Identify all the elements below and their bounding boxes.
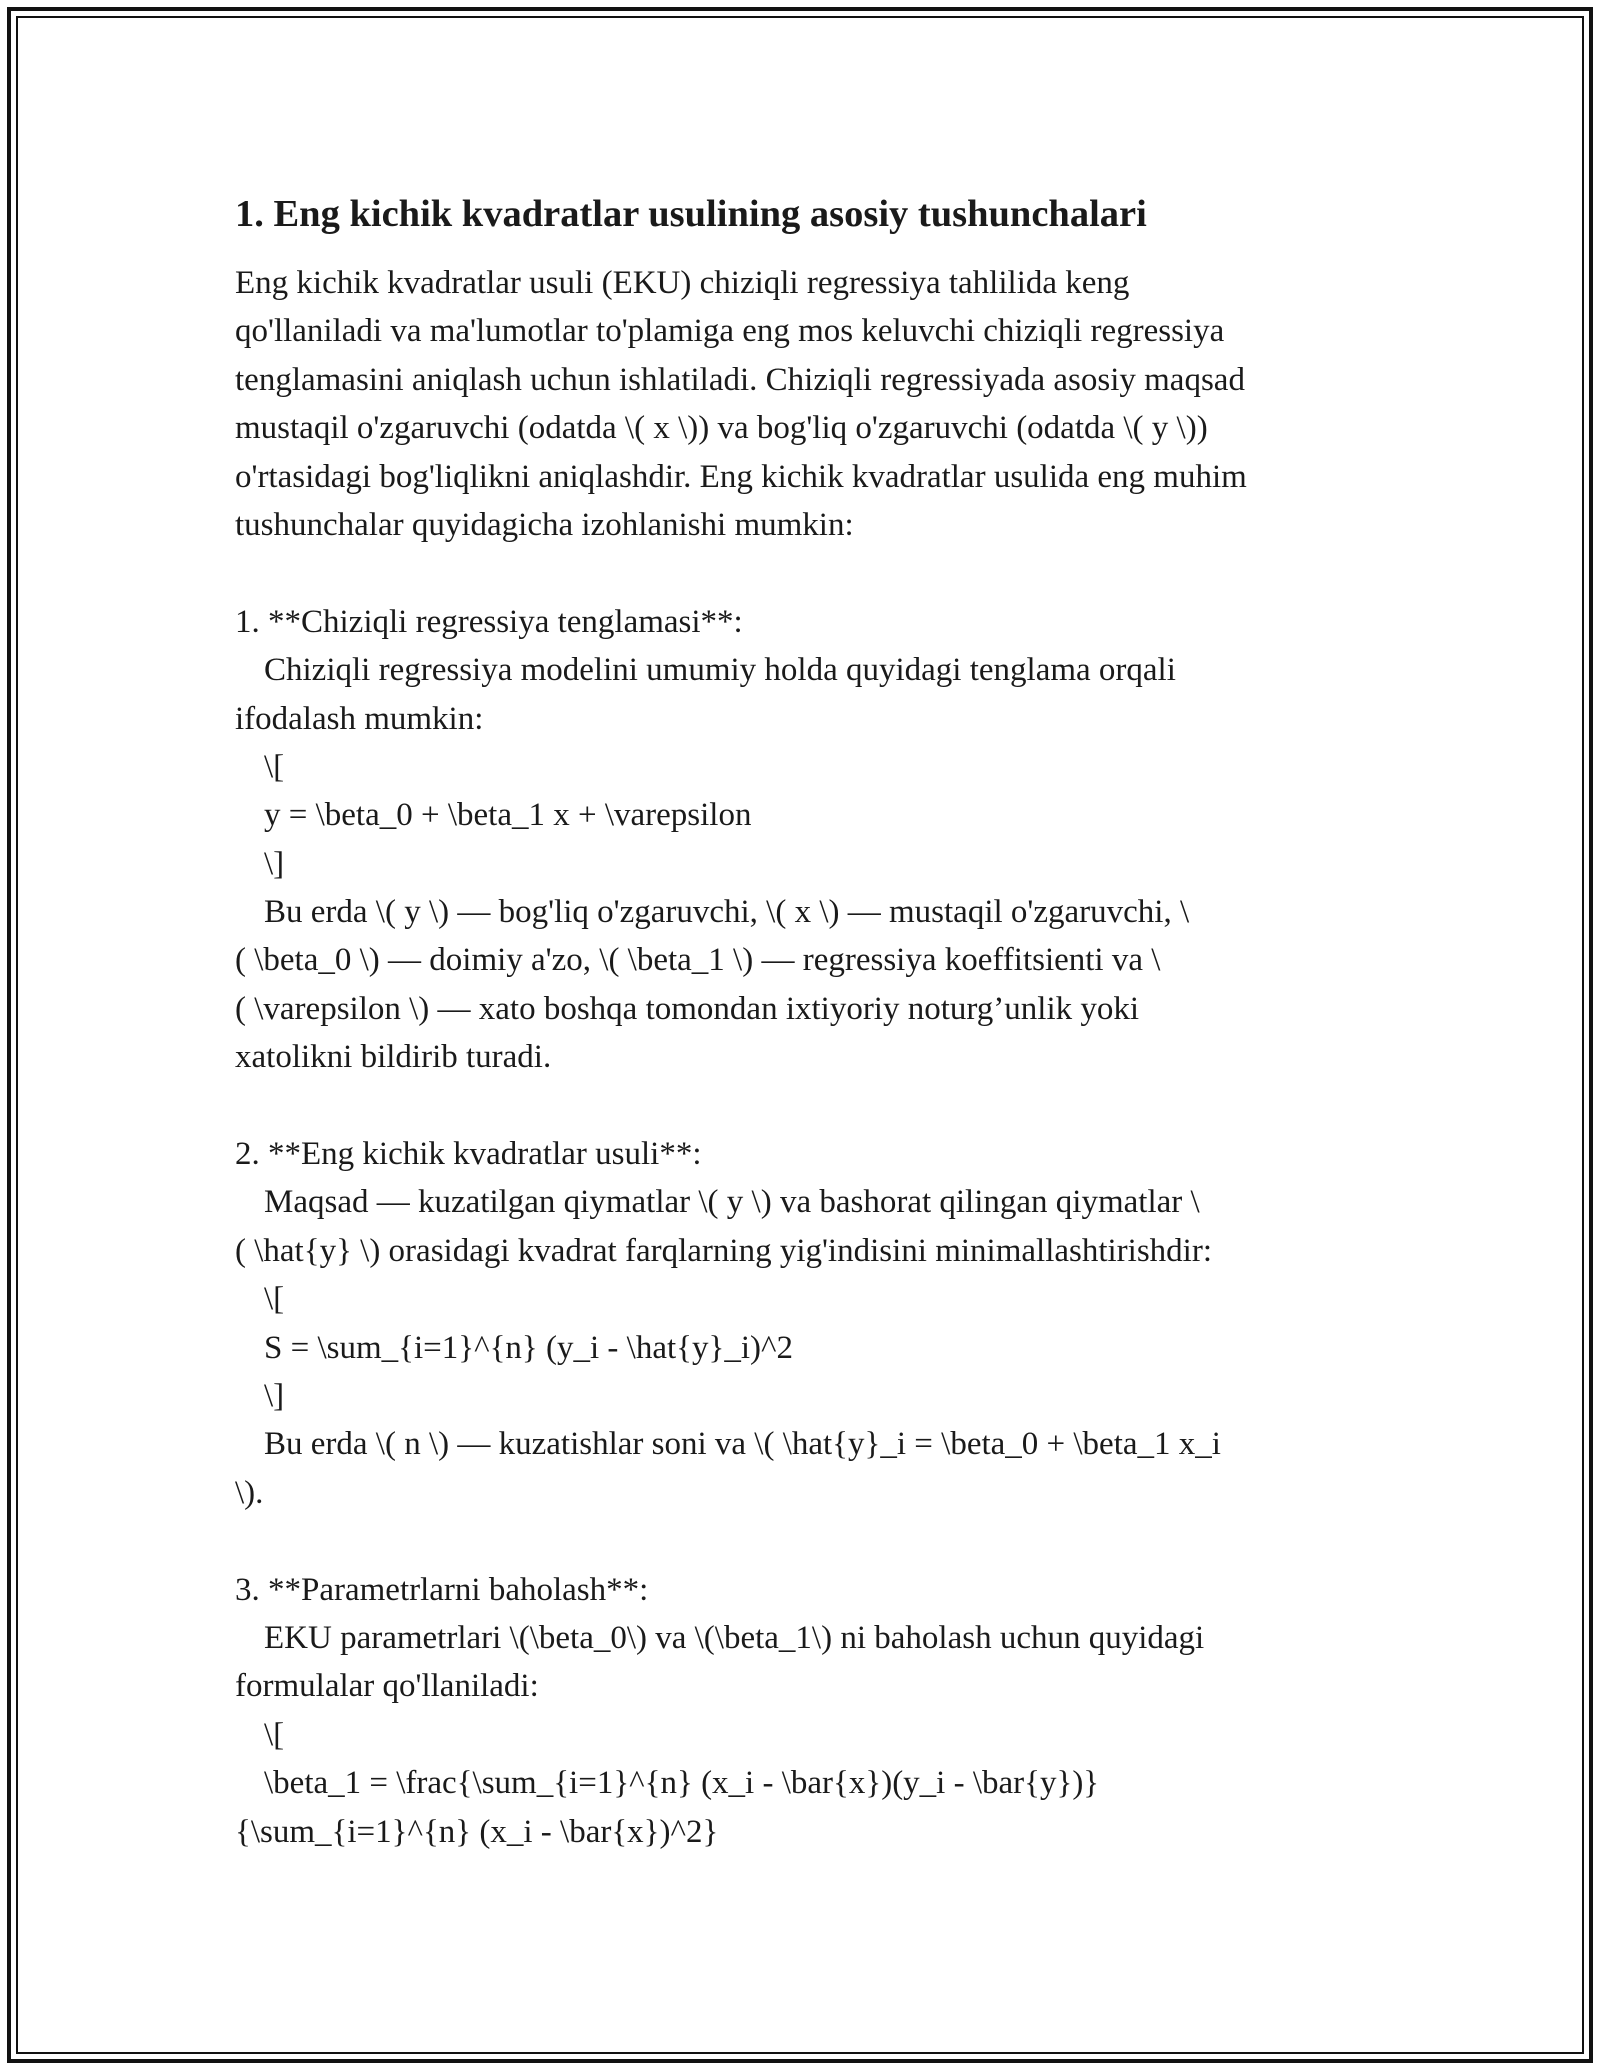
intro-line: mustaqil o'zgaruvchi (odatda \( x \)) va bog'liq o'zgaruvchi (odatda \( y \)) <box>235 410 1208 447</box>
list-item-title: 3. **Parametrlarni baholash**: <box>235 1571 649 1608</box>
math-open: \[ <box>264 748 285 785</box>
formula-line: y = \beta_0 + \beta_1 x + \varepsilon <box>264 797 752 834</box>
description-line: \). <box>235 1474 264 1511</box>
description-line: Bu erda \( n \) — kuzatishlar soni va \( \hat{y}_i = \beta_0 + \beta_1 x_i <box>264 1426 1221 1463</box>
section-heading: 1. Eng kichik kvadratlar usulining asosiy tushunchalari <box>235 193 1147 235</box>
description-line: xatolikni bildirib turadi. <box>235 1039 552 1076</box>
math-open: \[ <box>264 1716 285 1753</box>
paragraph-line: EKU parametrlari \(\beta_0\) va \(\beta_1\) ni baholash uchun quyidagi <box>264 1619 1205 1656</box>
intro-line: Eng kichik kvadratlar usuli (EKU) chiziqli regressiya tahlilida keng <box>235 265 1130 301</box>
list-item-title: 1. **Chiziqli regressiya tenglamasi**: <box>235 603 743 640</box>
paragraph-line: Maqsad — kuzatilgan qiymatlar \( y \) va bashorat qilingan qiymatlar \ <box>264 1184 1200 1221</box>
document-body <box>235 186 1375 1856</box>
math-open: \[ <box>264 1281 285 1318</box>
description-line: Bu erda \( y \) — bog'liq o'zgaruvchi, \( x \) — mustaqil o'zgaruvchi, \ <box>264 894 1190 931</box>
blank-line <box>235 549 1375 597</box>
blank-line <box>235 1082 1375 1130</box>
paragraph-line: ifodalash mumkin: <box>235 700 484 737</box>
paragraph-line: formulalar qo'llaniladi: <box>235 1668 539 1705</box>
intro-line: tushunchalar quyidagicha izohlanishi mumkin: <box>235 506 854 543</box>
formula-line: \beta_1 = \frac{\sum_{i=1}^{n} (x_i - \bar{x})(y_i - \bar{y})} <box>264 1765 1100 1802</box>
list-item-least-squares <box>235 1130 1375 1517</box>
formula-line: S = \sum_{i=1}^{n} (y_i - \hat{y}_i)^2 <box>264 1329 793 1366</box>
intro-line: qo'llaniladi va ma'lumotlar to'plamiga eng mos keluvchi chiziqli regressiya <box>235 313 1225 350</box>
list-item-parameter-estimation <box>235 1566 1375 1856</box>
math-close: \] <box>264 845 285 882</box>
paragraph-line: Chiziqli regressiya modelini umumiy holda quyidagi tenglama orqali <box>264 652 1176 689</box>
intro-line: o'rtasidagi bog'liqlikni aniqlashdir. Eng kichik kvadratlar usulida eng muhim <box>235 458 1247 495</box>
list-item-title: 2. **Eng kichik kvadratlar usuli**: <box>235 1136 702 1173</box>
intro-line: tenglamasini aniqlash uchun ishlatiladi. Chiziqli regressiyada asosiy maqsad <box>235 361 1245 398</box>
blank-line <box>235 1517 1375 1565</box>
intro-paragraph <box>235 259 1375 549</box>
paragraph-line: ( \hat{y} \) orasidagi kvadrat farqlarning yig'indisini minimallashtirishdir: <box>235 1232 1213 1269</box>
description-line: ( \beta_0 \) — doimiy a'zo, \( \beta_1 \) — regressiya koeffitsienti va \ <box>235 942 1161 979</box>
math-close: \] <box>264 1377 285 1414</box>
list-item-linear-regression <box>235 598 1375 1082</box>
description-line: ( \varepsilon \) — xato boshqa tomondan ixtiyoriy noturg’unlik yoki <box>235 990 1140 1027</box>
formula-line: {\sum_{i=1}^{n} (x_i - \bar{x})^2} <box>235 1813 719 1850</box>
